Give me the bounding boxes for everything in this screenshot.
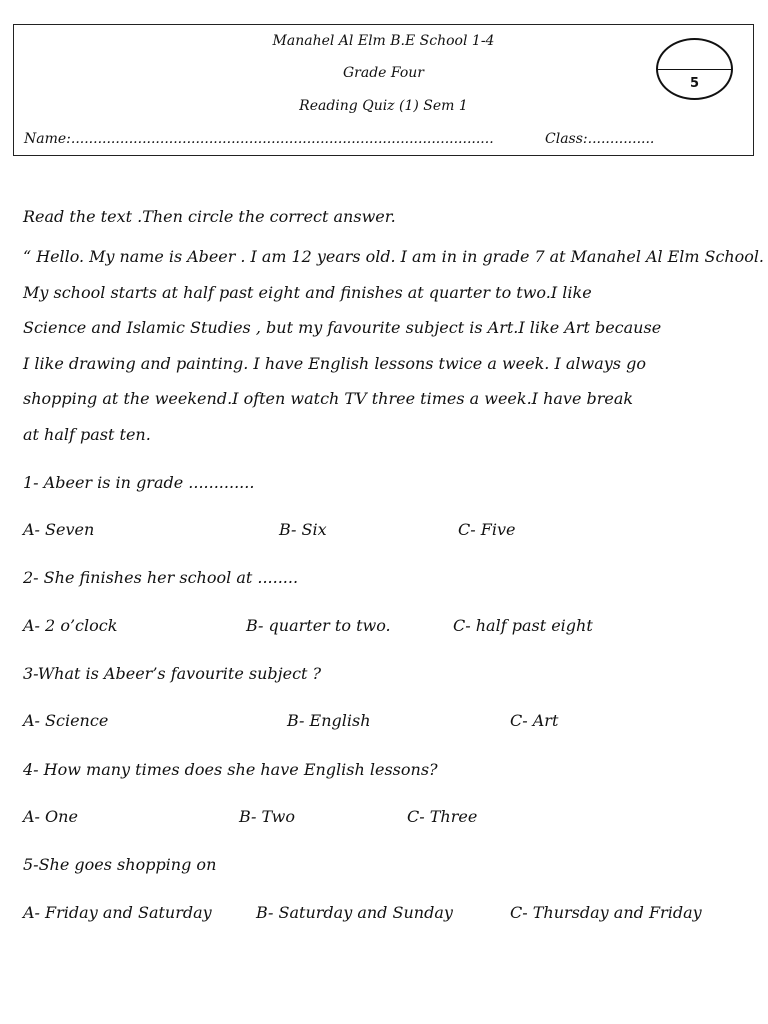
class-field[interactable]: Class:............... [545, 131, 655, 147]
q1-option-a[interactable]: A- Seven [23, 520, 95, 539]
q3-option-c[interactable]: C- Art [510, 711, 559, 730]
passage-line: shopping at the weekend.I often watch TV three times a week.I have break [23, 389, 634, 408]
question-3: 3-What is Abeer’s favourite subject ? [23, 664, 322, 683]
score-divider [658, 69, 731, 70]
passage-line: at half past ten. [23, 425, 151, 444]
quiz-title: Reading Quiz (1) Sem 1 [299, 98, 468, 114]
name-field[interactable]: Name:............................................................................................... [24, 131, 494, 147]
q5-option-c[interactable]: C- Thursday and Friday [510, 903, 702, 922]
q3-option-a[interactable]: A- Science [23, 711, 109, 730]
score-circle [656, 38, 733, 100]
quiz-header [13, 24, 754, 156]
q5-option-a[interactable]: A- Friday and Saturday [23, 903, 212, 922]
question-5: 5-She goes shopping on [23, 855, 217, 874]
score-value: 5 [689, 76, 700, 91]
passage-line: I like drawing and painting. I have English lessons twice a week. I always go [23, 354, 646, 373]
school-name: Manahel Al Elm B.E School 1-4 [272, 33, 495, 49]
q4-option-b[interactable]: B- Two [239, 807, 295, 826]
question-2: 2- She finishes her school at ........ [23, 568, 299, 587]
passage-line: Science and Islamic Studies , but my favourite subject is Art.I like Art because [23, 318, 662, 337]
q1-option-c[interactable]: C- Five [458, 520, 516, 539]
passage-line: My school starts at half past eight and finishes at quarter to two.I like [23, 283, 592, 302]
q2-option-b[interactable]: B- quarter to two. [246, 616, 391, 635]
question-1: 1- Abeer is in grade ............. [23, 473, 255, 492]
instruction: Read the text .Then circle the correct answer. [23, 207, 396, 226]
q5-option-b[interactable]: B- Saturday and Sunday [256, 903, 453, 922]
q2-option-c[interactable]: C- half past eight [453, 616, 593, 635]
q2-option-a[interactable]: A- 2 o’clock [23, 616, 118, 635]
passage-line: “ Hello. My name is Abeer . I am 12 years old. I am in in grade 7 at Manahel Al Elm School. [23, 247, 764, 266]
q4-option-a[interactable]: A- One [23, 807, 78, 826]
q1-option-b[interactable]: B- Six [279, 520, 327, 539]
q3-option-b[interactable]: B- English [287, 711, 371, 730]
question-4: 4- How many times does she have English lessons? [23, 760, 438, 779]
grade-label: Grade Four [342, 65, 424, 81]
q4-option-c[interactable]: C- Three [407, 807, 478, 826]
